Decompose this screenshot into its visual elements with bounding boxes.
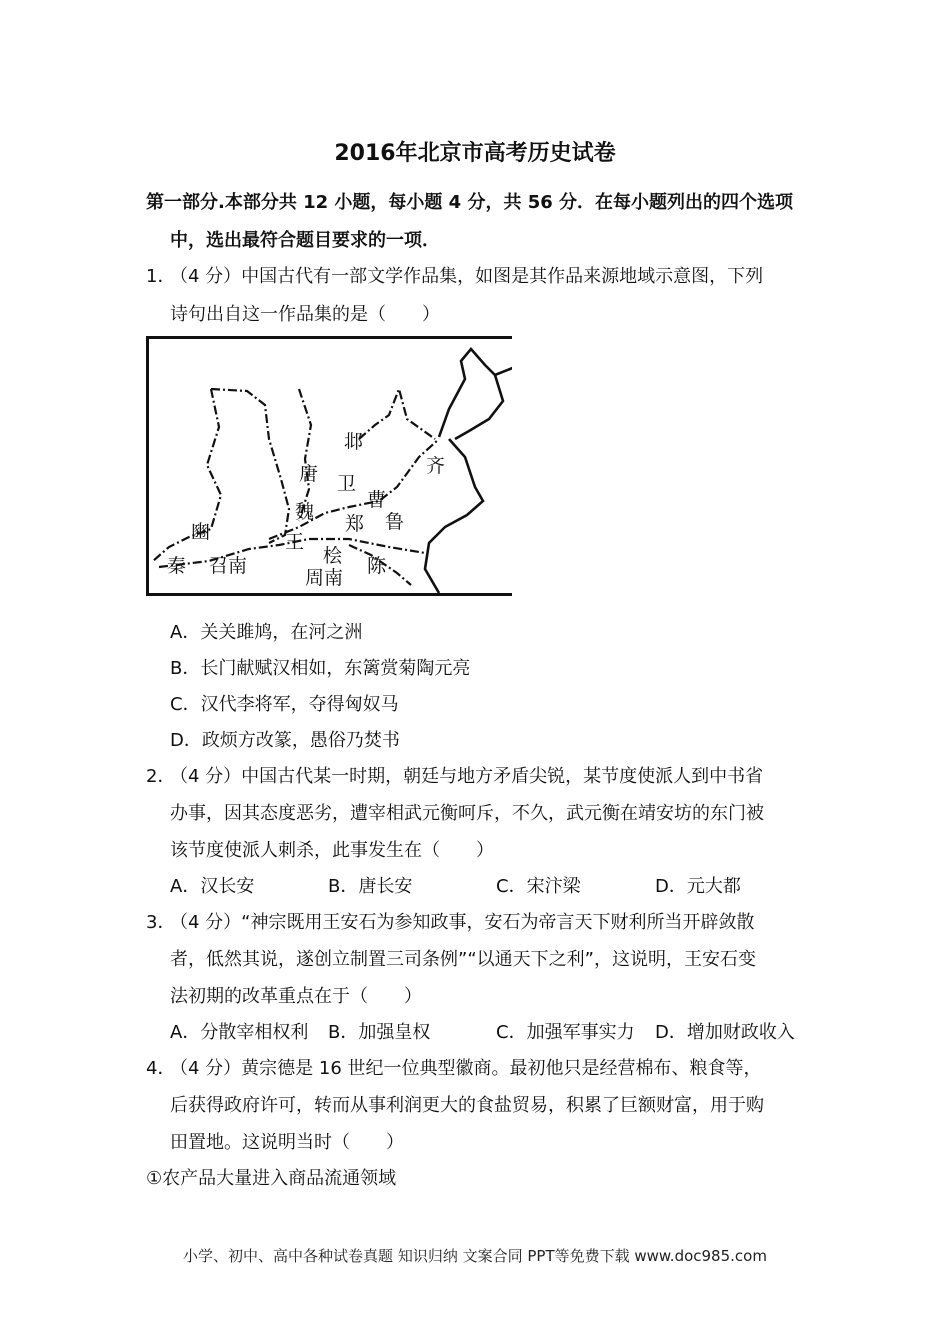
question-1-option-b: B．长门献赋汉相如，东篱赏菊陶元亮 (170, 658, 471, 679)
question-3-option-b: B．加强皇权 (328, 1022, 431, 1043)
question-2-option-a: A．汉长安 (170, 876, 255, 897)
map-boundary-east (359, 389, 435, 439)
question-3-option-a: A．分散宰相权利 (170, 1022, 309, 1043)
question-3-option-c: C．加强军事实力 (496, 1022, 635, 1043)
map-label-wei-kingdom: 魏 (295, 501, 315, 523)
page-title: 2016年北京市高考历史试卷 (334, 141, 616, 166)
map-label-qin: 秦 (167, 555, 187, 577)
question-3-number: 3． (146, 912, 176, 933)
map-label-qi: 齐 (426, 455, 446, 477)
question-2-option-b: B．唐长安 (328, 876, 413, 897)
question-1-number: 1． (146, 266, 176, 287)
question-3-line-3: 法初期的改革重点在于（ ） (170, 986, 422, 1007)
question-1-option-d: D．政烦方改篆，愚俗乃焚书 (170, 730, 400, 751)
map-label-wei-state: 卫 (337, 473, 357, 495)
question-1-option-a: A．关关雎鸠，在河之洲 (170, 622, 363, 643)
map-label-tang: 唐 (299, 463, 319, 485)
question-2-option-d: D．元大都 (655, 876, 741, 897)
question-1-line-2: 诗句出自这一作品集的是（ ） (170, 304, 440, 325)
question-4-line-2: 后获得政府许可，转而从事利润更大的食盐贸易，积累了巨额财富，用于购 (170, 1095, 764, 1116)
question-2-option-c: C．宋汴梁 (496, 876, 581, 897)
question-3-line-1: （4 分）“神宗既用王安石为参知政事，安石为帝言天下财利所当开辟敛散 (170, 912, 755, 933)
map-label-bei: 邶 (344, 431, 364, 453)
map-boundary-north (211, 389, 289, 543)
question-4-number: 4． (146, 1058, 176, 1079)
question-3-line-2: 者，低然其说，遂创立制置三司条例”“以通天下之利”，这说明，王安石变 (170, 949, 756, 970)
map-label-zheng: 郑 (345, 513, 365, 535)
question-2-number: 2． (146, 766, 176, 787)
question-4-line-1: （4 分）黄宗德是 16 世纪一位典型徽商。最初他只是经营棉布、粮食等， (170, 1058, 762, 1079)
page-footer: 小学、初中、高中各种试卷真题 知识归纳 文案合同 PPT等免费下载 www.doc985.com (183, 1247, 767, 1265)
map-boundary-west (153, 389, 221, 561)
question-3-option-d: D．增加财政收入 (655, 1022, 795, 1043)
question-2-line-1: （4 分）中国古代某一时期，朝廷与地方矛盾尖锐，某节度使派人到中书省 (170, 766, 764, 787)
map-label-shaonan: 召南 (209, 555, 248, 577)
map-label-wang: 王 (285, 531, 305, 553)
map-label-zhounan: 周南 (305, 567, 344, 589)
map-label-chen: 陈 (367, 555, 387, 577)
section-instructions-line2: 中，选出最符合题目要求的一项． (170, 230, 440, 251)
question-1-option-c: C．汉代李将军，夺得匈奴马 (170, 694, 399, 715)
question-4-line-3: 田置地。这说明当时（ ） (170, 1132, 404, 1153)
map-label-lu: 鲁 (385, 511, 405, 533)
section-instructions-line1: 第一部分.本部分共 12 小题，每小题 4 分，共 56 分．在每小题列出的四个选项 (146, 192, 794, 213)
map-label-bin: 豳 (191, 521, 211, 543)
map-label-cao: 曹 (367, 489, 387, 511)
map-label-kuai: 桧 (323, 545, 343, 567)
map-figure (146, 336, 512, 596)
question-1-line-1: （4 分）中国古代有一部文学作品集，如图是其作品来源地域示意图，下列 (170, 266, 764, 287)
question-2-line-3: 该节度使派人刺杀，此事发生在（ ） (170, 840, 494, 861)
question-2-line-2: 办事，因其态度恶劣，遭宰相武元衡呵斥，不久，武元衡在靖安坊的东门被 (170, 803, 764, 824)
question-4-statement-1: ①农产品大量进入商品流通领域 (146, 1168, 397, 1189)
